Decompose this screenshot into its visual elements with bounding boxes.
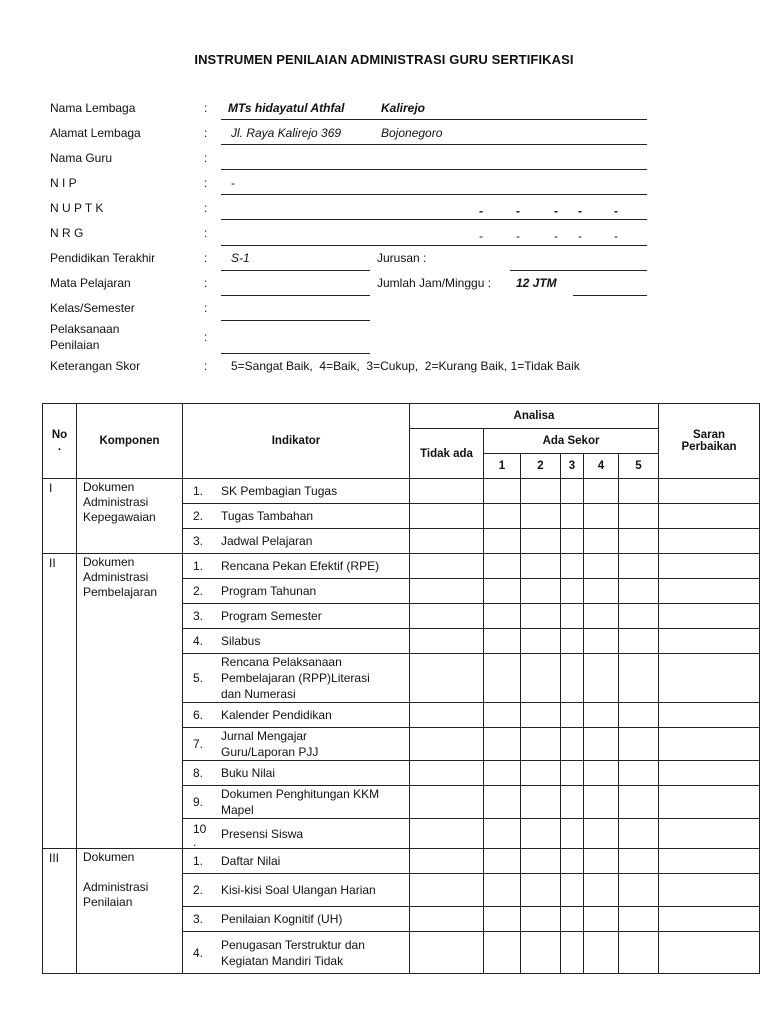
indikator-cell [183,907,410,932]
score-cell[interactable] [619,479,659,504]
tidak-ada-cell[interactable] [410,629,484,654]
indikator-number: 2. [193,584,204,598]
fill-line [510,270,647,271]
label-nama-guru: Nama Guru [50,151,113,165]
score-cell[interactable] [561,874,584,907]
indikator-text: Jadwal Pelajaran [221,534,313,548]
dash: - [516,229,520,243]
indikator-number: 6. [193,708,204,722]
score-cell[interactable] [484,932,521,974]
saran-cell[interactable] [659,654,760,703]
score-cell[interactable] [561,849,584,874]
score-cell[interactable] [561,907,584,932]
score-cell[interactable] [561,604,584,629]
indikator-text: Penugasan Terstruktur dan Kegiatan Mandiri Tidak [221,937,365,968]
score-cell[interactable] [619,604,659,629]
score-cell[interactable] [521,786,561,819]
indikator-text: Penilaian Kognitif (UH) [221,912,343,926]
score-cell[interactable] [561,786,584,819]
header-komponen: Komponen [77,404,183,479]
label-mapel: Mata Pelajaran [50,276,131,290]
score-cell[interactable] [484,579,521,604]
colon: : [204,126,208,140]
document-title: INSTRUMEN PENILAIAN ADMINISTRASI GURU SERTIFIKASI [194,52,574,67]
score-cell[interactable] [521,504,561,529]
score-cell[interactable] [521,761,561,786]
score-cell[interactable] [619,819,659,849]
indikator-number: 4. [193,945,204,960]
score-cell[interactable] [484,629,521,654]
fill-line [221,295,370,296]
score-cell[interactable] [584,654,619,703]
indikator-text: Buku Nilai [221,766,276,780]
section-number: III [43,849,77,974]
colon: : [204,201,208,215]
indikator-cell [183,786,410,819]
score-cell[interactable] [561,654,584,703]
score-cell[interactable] [484,504,521,529]
header-tidak-ada: Tidak ada [410,429,484,479]
colon: : [204,176,208,190]
indikator-text: Presensi Siswa [221,826,304,841]
indikator-cell [183,703,410,728]
score-cell[interactable] [584,728,619,761]
score-cell[interactable] [561,629,584,654]
score-cell[interactable] [561,819,584,849]
score-cell[interactable] [619,786,659,819]
komponen-line: Penilaian [83,895,133,909]
section-number: II [43,554,77,849]
fill-line [221,144,647,145]
tidak-ada-cell[interactable] [410,654,484,703]
saran-cell[interactable] [659,604,760,629]
dash: - [614,229,618,243]
score-cell[interactable] [521,907,561,932]
komponen-line: Administrasi [83,495,149,509]
saran-cell[interactable] [659,554,760,579]
saran-cell[interactable] [659,761,760,786]
score-cell[interactable] [619,554,659,579]
score-cell[interactable] [521,629,561,654]
section-komponen [77,554,183,849]
dash: - [554,229,558,243]
indikator-number: 3. [193,912,204,926]
saran-cell[interactable] [659,728,760,761]
score-cell[interactable] [484,728,521,761]
section-number: I [43,479,77,554]
indikator-number: 3. [193,609,204,623]
tidak-ada-cell[interactable] [410,819,484,849]
colon: : [204,151,208,165]
komponen-line: Pembelajaran [83,585,158,599]
colon: : [204,251,208,265]
indikator-text: Silabus [221,634,261,648]
fill-line [221,194,647,195]
tidak-ada-cell[interactable] [410,554,484,579]
value-keterangan: 5=Sangat Baik, 4=Baik, 3=Cukup, 2=Kurang Baik, 1=Tidak Baik [231,359,580,373]
indikator-text: Rencana Pelaksanaan Pembelajaran (RPP)Literasi dan Numerasi [221,655,370,701]
saran-cell[interactable] [659,874,760,907]
label-jurusan: Jurusan : [377,251,427,265]
fill-line [221,270,370,271]
score-cell[interactable] [484,761,521,786]
label-keterangan: Keterangan Skor [50,359,141,373]
indikator-number: 1. [193,854,204,868]
tidak-ada-cell[interactable] [410,703,484,728]
value-pendidikan: S-1 [231,251,250,265]
label-kelas: Kelas/Semester [50,301,135,315]
fill-line [221,320,370,321]
indikator-number: 2. [193,509,204,523]
tidak-ada-cell[interactable] [410,932,484,974]
score-cell[interactable] [561,554,584,579]
indikator-text: Tugas Tambahan [221,509,314,523]
score-cell[interactable] [521,479,561,504]
score-cell[interactable] [584,579,619,604]
saran-cell[interactable] [659,703,760,728]
tidak-ada-cell[interactable] [410,849,484,874]
header-no: No . [43,404,77,479]
colon: : [204,330,208,344]
value-alamat-lembaga: Jl. Raya Kalirejo 369 [231,126,342,140]
section-komponen [77,479,183,554]
fill-line [221,169,647,170]
score-cell[interactable] [561,932,584,974]
fill-line [221,119,647,120]
saran-cell[interactable] [659,504,760,529]
label-nip: N I P [50,176,77,190]
score-cell[interactable] [584,786,619,819]
header-indikator: Indikator [183,404,410,479]
value-nama-lembaga: MTs hidayatul Athfal [228,101,345,115]
score-cell[interactable] [561,761,584,786]
indikator-cell [183,932,410,974]
fill-line [221,353,370,354]
score-cell[interactable] [521,654,561,703]
indikator-number: 9. [193,795,204,809]
saran-cell[interactable] [659,479,760,504]
label-nuptk: N U P T K [50,201,104,215]
indikator-cell [183,728,410,761]
score-cell[interactable] [561,728,584,761]
table-row [43,479,760,504]
saran-cell[interactable] [659,786,760,819]
indikator-number: 3. [193,534,204,548]
value-jjm: 12 JTM [516,276,557,290]
indikator-text: Rencana Pekan Efektif (RPE) [221,559,380,573]
label-pendidikan: Pendidikan Terakhir [50,251,156,265]
score-cell[interactable] [484,703,521,728]
komponen-line: Kepegawaian [83,510,156,524]
header-score-3: 3 [561,454,584,479]
indikator-cell [183,604,410,629]
indikator-number: 4. [193,634,204,648]
score-cell[interactable] [619,579,659,604]
saran-cell[interactable] [659,579,760,604]
komponen-line [83,865,178,880]
saran-cell[interactable] [659,629,760,654]
score-cell[interactable] [584,907,619,932]
score-cell[interactable] [521,554,561,579]
score-cell[interactable] [484,874,521,907]
indikator-text: SK Pembagian Tugas [221,484,338,498]
score-cell[interactable] [484,554,521,579]
indikator-text: Program Tahunan [221,584,317,598]
fill-line [221,245,647,246]
score-cell[interactable] [619,932,659,974]
komponen-line: Dokumen [83,850,135,864]
tidak-ada-cell[interactable] [410,728,484,761]
indikator-number: 1. [193,559,204,573]
score-cell[interactable] [484,819,521,849]
score-cell[interactable] [584,932,619,974]
score-cell[interactable] [584,819,619,849]
label-nrg: N R G [50,226,84,240]
indikator-text: Dokumen Penghitungan KKM Mapel [221,787,380,817]
score-cell[interactable] [561,504,584,529]
dash: - [578,204,582,218]
dash: - [479,229,483,243]
score-cell[interactable] [521,604,561,629]
indikator-cell [183,819,410,849]
colon: : [204,101,208,115]
score-cell[interactable] [521,728,561,761]
score-cell[interactable] [619,629,659,654]
indikator-cell [183,629,410,654]
score-cell[interactable] [584,761,619,786]
label-pelaksanaan-1: Pelaksanaan [50,322,120,336]
score-cell[interactable] [484,786,521,819]
score-cell[interactable] [484,479,521,504]
score-cell[interactable] [561,479,584,504]
dash: - [614,204,618,218]
value-nama-lembaga-2: Kalirejo [381,101,426,115]
header-score-2: 2 [521,454,561,479]
header-saran: Saran Perbaikan [659,404,760,479]
fill-line [221,219,647,220]
indikator-cell [183,479,410,504]
score-cell[interactable] [619,761,659,786]
saran-cell[interactable] [659,819,760,849]
fill-line [573,295,647,296]
tidak-ada-cell[interactable] [410,579,484,604]
indikator-number: 2. [193,883,204,897]
indikator-text: Jurnal Mengajar Guru/Laporan PJJ [221,729,319,759]
tidak-ada-cell[interactable] [410,761,484,786]
score-cell[interactable] [619,874,659,907]
value-nip: - [231,176,235,190]
tidak-ada-cell[interactable] [410,874,484,907]
score-cell[interactable] [521,703,561,728]
indikator-cell [183,579,410,604]
indikator-cell [183,554,410,579]
indikator-cell [183,504,410,529]
indikator-cell [183,874,410,907]
score-cell[interactable] [521,874,561,907]
header-score-5: 5 [619,454,659,479]
score-cell[interactable] [619,849,659,874]
section-komponen [77,849,183,974]
score-cell[interactable] [561,529,584,554]
saran-cell[interactable] [659,932,760,974]
saran-cell[interactable] [659,849,760,874]
colon: : [204,301,208,315]
header-score-4: 4 [584,454,619,479]
score-cell[interactable] [619,654,659,703]
score-cell[interactable] [584,629,619,654]
header-ada-sekor: Ada Sekor [484,429,659,454]
indikator-text: Daftar Nilai [221,854,281,868]
score-cell[interactable] [619,504,659,529]
tidak-ada-cell[interactable] [410,504,484,529]
score-cell[interactable] [521,819,561,849]
score-cell[interactable] [521,579,561,604]
komponen-line: Administrasi [83,880,149,894]
score-cell[interactable] [619,703,659,728]
score-cell[interactable] [584,703,619,728]
score-cell[interactable] [561,579,584,604]
indikator-number: 8. [193,766,204,780]
score-cell[interactable] [619,529,659,554]
indikator-cell [183,654,410,703]
header-analisa: Analisa [410,404,659,429]
indikator-number: 1. [193,484,204,498]
komponen-line: Administrasi [83,570,149,584]
score-cell[interactable] [484,907,521,932]
score-cell[interactable] [484,849,521,874]
score-cell[interactable] [521,849,561,874]
score-cell[interactable] [619,907,659,932]
score-cell[interactable] [484,529,521,554]
tidak-ada-cell[interactable] [410,786,484,819]
score-cell[interactable] [584,479,619,504]
score-cell[interactable] [521,932,561,974]
score-cell[interactable] [521,529,561,554]
indikator-cell [183,849,410,874]
score-cell[interactable] [584,849,619,874]
indikator-number: 10 . [193,821,207,849]
score-cell[interactable] [584,874,619,907]
colon: : [204,359,208,373]
indikator-number: 5. [193,671,204,685]
indikator-cell [183,529,410,554]
indikator-text: Kalender Pendidikan [221,708,332,722]
komponen-line: Dokumen [83,480,135,494]
score-cell[interactable] [561,703,584,728]
label-jjm: Jumlah Jam/Minggu : [377,276,492,290]
score-cell[interactable] [584,554,619,579]
label-pelaksanaan-2: Penilaian [50,338,100,352]
tidak-ada-cell[interactable] [410,907,484,932]
score-cell[interactable] [619,728,659,761]
score-cell[interactable] [584,529,619,554]
table-row [43,849,760,874]
saran-cell[interactable] [659,529,760,554]
colon: : [204,276,208,290]
tidak-ada-cell[interactable] [410,479,484,504]
dash: - [578,229,582,243]
table-row [43,554,760,579]
indikator-text: Kisi-kisi Soal Ulangan Harian [221,883,376,897]
score-cell[interactable] [584,504,619,529]
tidak-ada-cell[interactable] [410,529,484,554]
dash: - [479,204,483,218]
header-score-1: 1 [484,454,521,479]
label-alamat-lembaga: Alamat Lembaga [50,126,141,140]
komponen-line: Dokumen [83,555,135,569]
saran-cell[interactable] [659,907,760,932]
score-cell[interactable] [484,654,521,703]
label-nama-lembaga: Nama Lembaga [50,101,136,115]
value-alamat-lembaga-2: Bojonegoro [381,126,443,140]
assessment-table [42,403,760,974]
dash: - [516,204,520,218]
tidak-ada-cell[interactable] [410,604,484,629]
indikator-text: Program Semester [221,609,322,623]
dash: - [554,204,558,218]
indikator-cell [183,761,410,786]
colon: : [204,226,208,240]
indikator-number: 7. [193,737,204,751]
score-cell[interactable] [584,604,619,629]
score-cell[interactable] [484,604,521,629]
